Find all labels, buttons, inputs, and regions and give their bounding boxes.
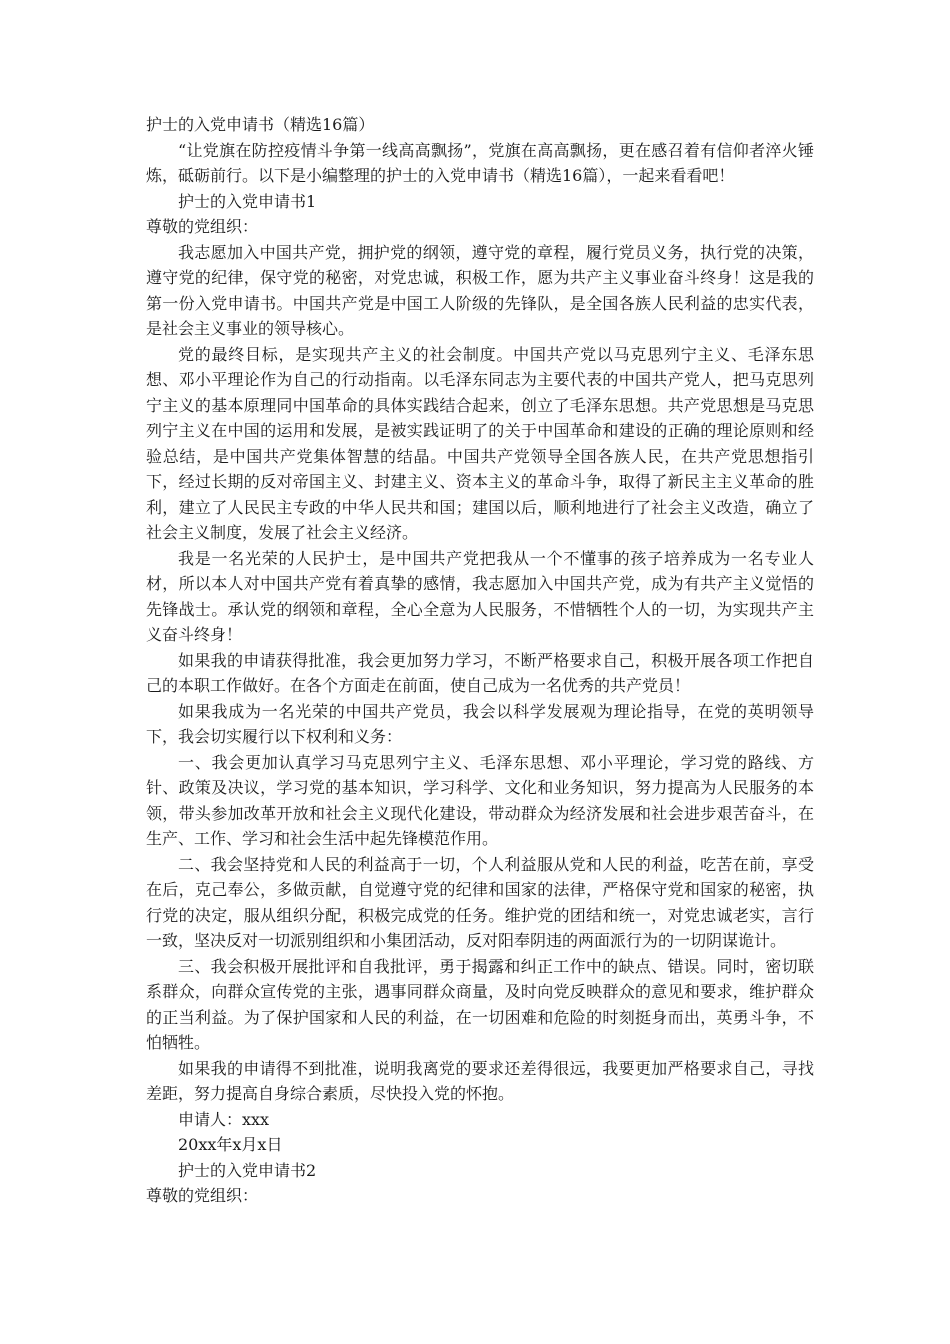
body-paragraph: 一、我会更加认真学习马克思列宁主义、毛泽东思想、邓小平理论，学习党的路线、方针、政策及决议，学习党的基本知识，学习科学、文化和业务知识，努力提高为人民服务的本领，带头参加改革开放和社会主义现代化建设，带动群众为经济发展和社会进步艰苦奋斗，在生产、工作、学习和社会生活中起先锋模范作用。: [146, 752, 814, 848]
body-paragraph: 党的最终目标，是实现共产主义的社会制度。中国共产党以马克思列宁主义、毛泽东思想、邓小平理论作为自己的行动指南。以毛泽东同志为主要代表的中国共产党人，把马克思列宁主义的基本原理同中国革命的具体实践结合起来，创立了毛泽东思想。共产党思想是马克思列宁主义在中国的运用和发展，是被实践证明了的关于中国革命和建设的正确的理论原则和经验总结，是中国共产党集体智慧的结晶。中国共产党领导全国各族人民，在共产党思想指引下，经过长期的反对帝国主义、封建主义、资本主义的革命斗争，取得了新民主主义革命的胜利，建立了人民民主专政的中华人民共和国；建国以后，顺利地进行了社会主义改造，确立了社会主义制度，发展了社会主义经济。: [146, 344, 814, 542]
body-paragraph: 如果我成为一名光荣的中国共产党员，我会以科学发展观为理论指导，在党的英明领导下，我会切实履行以下权利和义务：: [146, 701, 814, 746]
applicant-line: 申请人：xxx: [178, 1109, 270, 1129]
body-paragraph: 我志愿加入中国共产党，拥护党的纲领，遵守党的章程，履行党员义务，执行党的决策，遵守党的纪律，保守党的秘密，对党忠诚，积极工作，愿为共产主义事业奋斗终身！这是我的第一份入党申请书。中国共产党是中国工人阶级的先锋队，是全国各族人民利益的忠实代表，是社会主义事业的领导核心。: [146, 242, 814, 338]
salutation-2: 尊敬的党组织：: [146, 1186, 259, 1205]
document-title: 护士的入党申请书（精选16篇）: [146, 115, 375, 134]
salutation-1: 尊敬的党组织：: [146, 217, 259, 236]
body-paragraph: 如果我的申请得不到批准，说明我离党的要求还差得很远，我要更加严格要求自己，寻找差距，努力提高自身综合素质，尽快投入党的怀抱。: [146, 1058, 814, 1103]
intro-paragraph: “让党旗在防控疫情斗争第一线高高飘扬”，党旗在高高飘扬，更在感召着有信仰者淬火锤炼，砥砺前行。以下是小编整理的护士的入党申请书（精选16篇），一起来看看吧！: [146, 140, 814, 185]
body-paragraph: 三、我会积极开展批评和自我批评，勇于揭露和纠正工作中的缺点、错误。同时，密切联系群众，向群众宣传党的主张，遇事同群众商量，及时向党反映群众的意见和要求，维护群众的正当利益。为了保护国家和人民的利益，在一切困难和危险的时刻挺身而出，英勇斗争，不怕牺牲。: [146, 956, 814, 1052]
date-line: 20xx年x月x日: [178, 1135, 283, 1154]
body-paragraph: 如果我的申请获得批准，我会更加努力学习，不断严格要求自己，积极开展各项工作把自己的本职工作做好。在各个方面走在前面，使自己成为一名优秀的共产党员！: [146, 650, 814, 695]
section-heading-1: 护士的入党申请书1: [178, 191, 317, 211]
document-page: [146, 112, 814, 1209]
body-paragraph: 我是一名光荣的人民护士，是中国共产党把我从一个不懂事的孩子培养成为一名专业人材，所以本人对中国共产党有着真挚的感情，我志愿加入中国共产党，成为有共产主义觉悟的先锋战士。承认党的纲领和章程，全心全意为人民服务，不惜牺牲个人的一切，为实现共产主义奋斗终身！: [146, 548, 814, 644]
body-paragraph: 二、我会坚持党和人民的利益高于一切，个人利益服从党和人民的利益，吃苦在前，享受在后，克己奉公，多做贡献，自觉遵守党的纪律和国家的法律，严格保守党和国家的秘密，执行党的决定，服从组织分配，积极完成党的任务。维护党的团结和统一，对党忠诚老实，言行一致，坚决反对一切派别组织和小集团活动，反对阳奉阴违的两面派行为的一切阴谋诡计。: [146, 854, 814, 950]
section-heading-2: 护士的入党申请书2: [178, 1160, 317, 1180]
